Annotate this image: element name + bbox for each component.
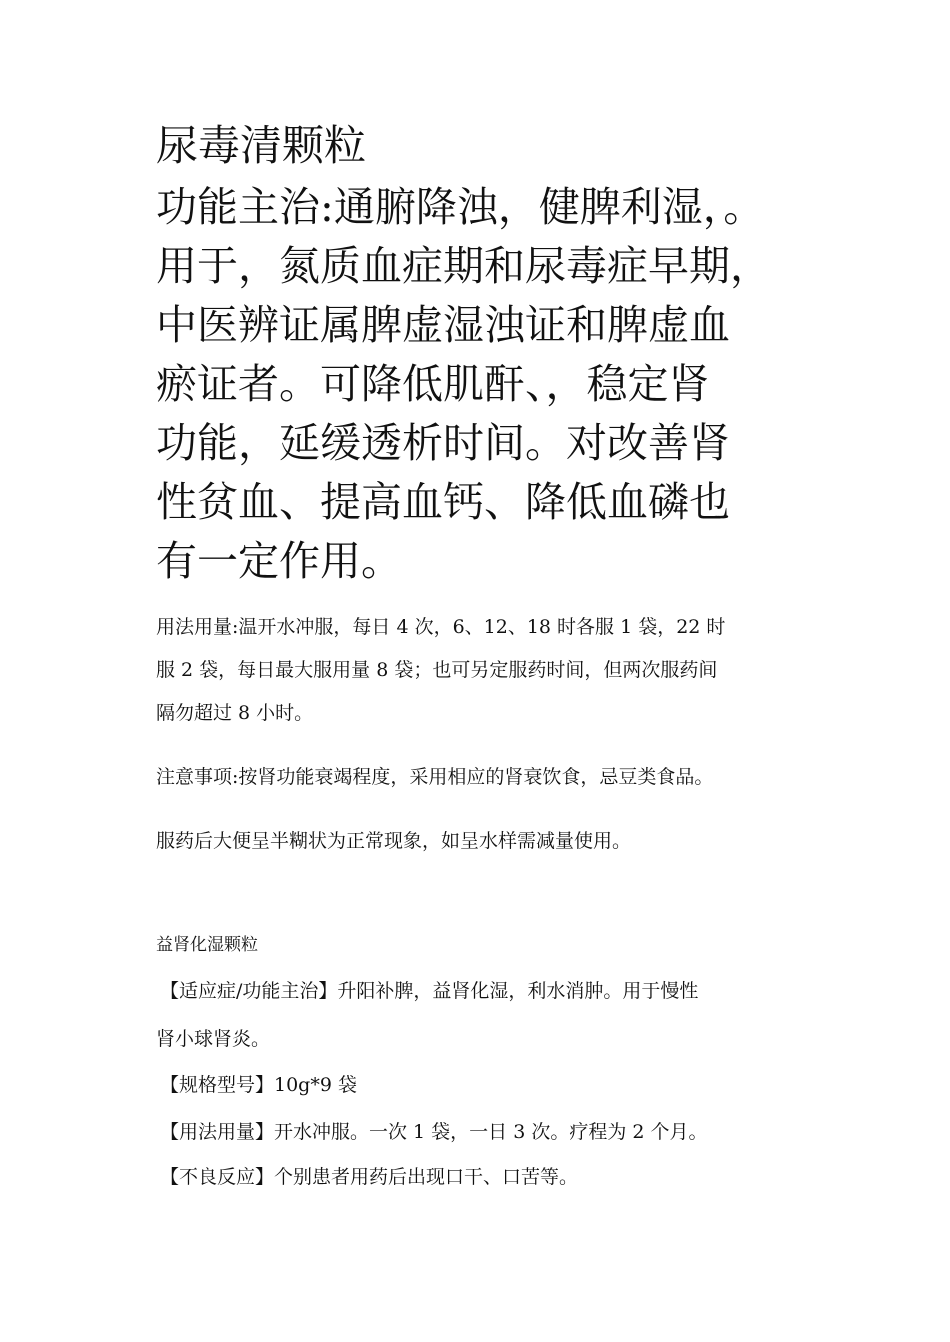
drug2-adverse: 【不良反应】个别患者用药后出现口干、口苦等。 [160, 1166, 579, 1188]
drug2-dosage: 【用法用量】开水冲服。一次 1 袋，一日 3 次。疗程为 2 个月。 [160, 1121, 708, 1143]
drug1-usage-line: 服 2 袋，每日最大服用量 8 袋；也可另定服药时间，但两次服药间 [156, 659, 718, 681]
drug1-function-line: 功能，延缓透析时间。对改善肾 [156, 419, 730, 467]
drug1-function-text [156, 178, 836, 591]
drug1-function-line: 用于，氮质血症期和尿毒症早期， [156, 242, 771, 290]
drug1-function-line: 中医辨证属脾虚湿浊证和脾虚血 [156, 301, 730, 349]
drug1-note: 服药后大便呈半糊状为正常现象，如呈水样需减量使用。 [156, 830, 632, 852]
drug2-indication-line2: 肾小球肾炎。 [156, 1028, 271, 1050]
drug1-function-line: 瘀证者。可降低肌酐、，稳定肾 [156, 360, 710, 408]
drug1-notice: 注意事项:按肾功能衰竭程度，采用相应的肾衰饮食，忌豆类食品。 [156, 766, 714, 788]
drug1-usage-line: 隔勿超过 8 小时。 [156, 702, 314, 724]
drug1-function-line: 有一定作用。 [156, 537, 402, 585]
drug1-function-line: 功能主治:通腑降浊，健脾利湿，。 [156, 183, 765, 231]
drug2-indication-line1: 【适应症/功能主治】升阳补脾，益肾化湿，利水消肿。用于慢性 [160, 980, 699, 1002]
drug1-title: 尿毒清颗粒 [156, 121, 367, 170]
drug2-spec: 【规格型号】10g*9 袋 [160, 1074, 357, 1096]
drug1-function-line: 性贫血、提高血钙、降低血磷也 [156, 478, 730, 526]
drug1-usage-text [156, 606, 725, 735]
drug1-usage-line: 用法用量:温开水冲服，每日 4 次，6、12、18 时各服 1 袋，22 时 [156, 616, 726, 638]
drug2-title: 益肾化湿颗粒 [156, 935, 258, 955]
